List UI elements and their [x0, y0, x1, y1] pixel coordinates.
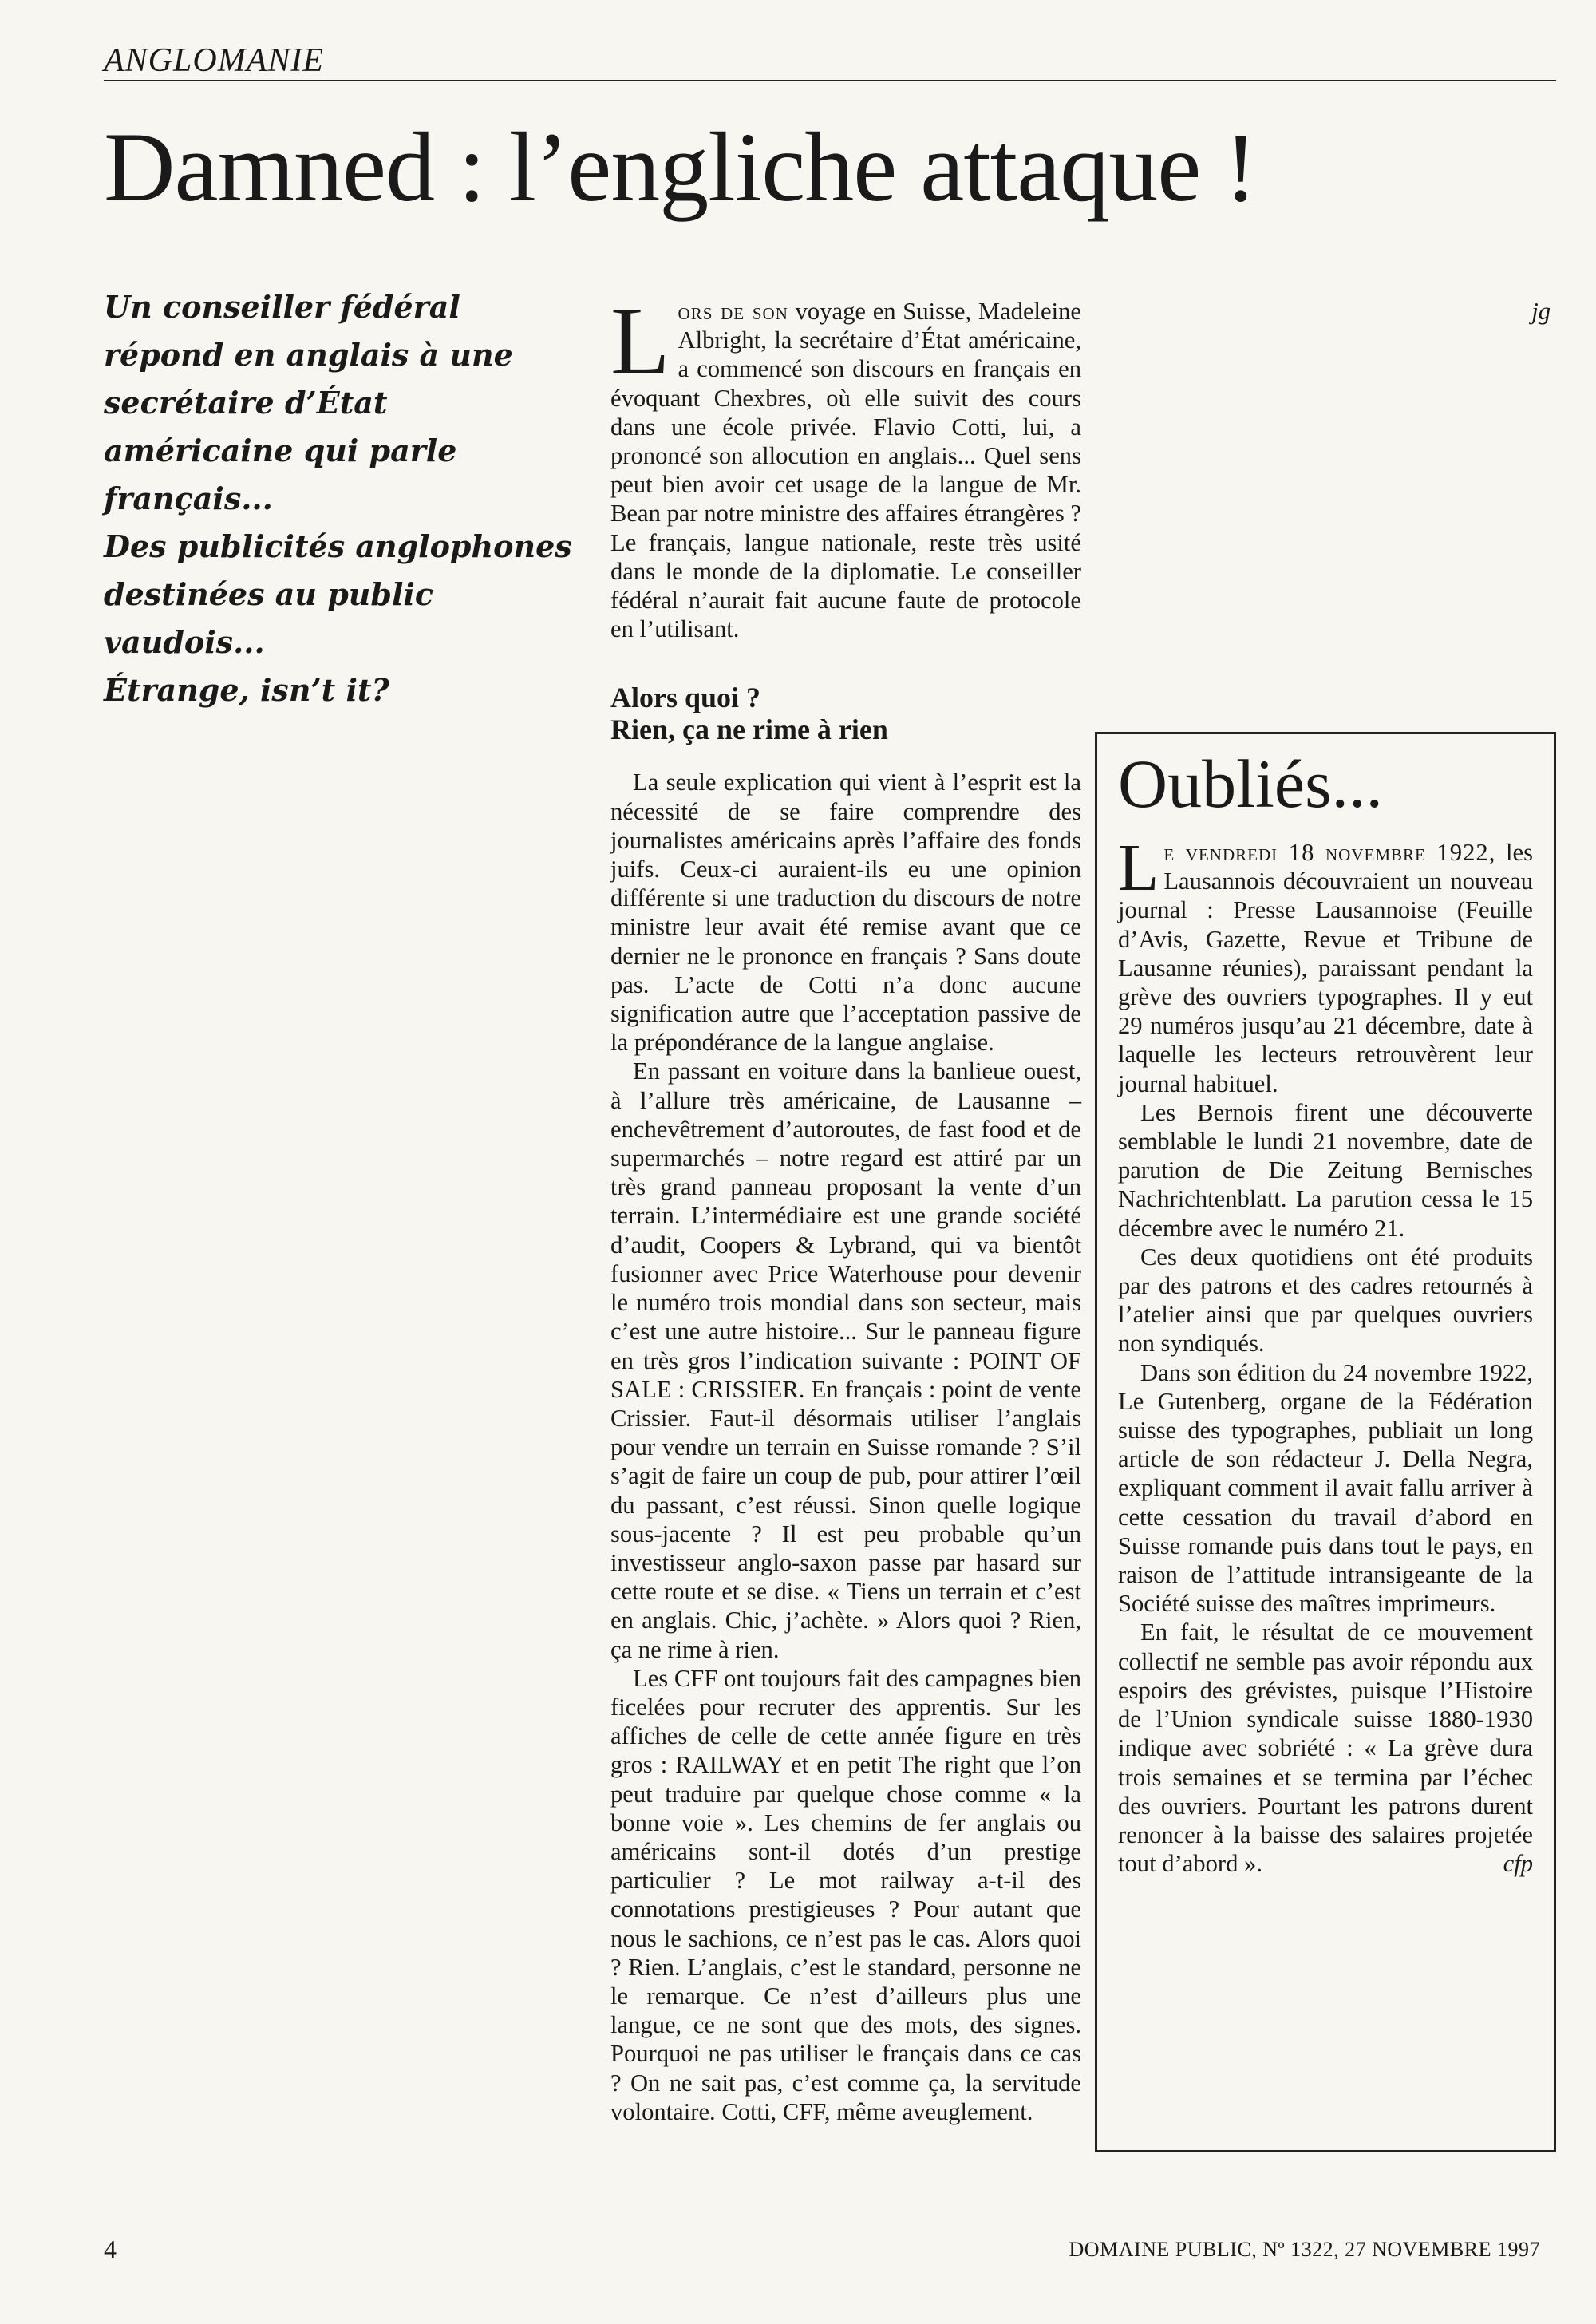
section-rubric: ANGLOMANIE: [104, 42, 324, 79]
lead-smallcaps: ors de son: [678, 298, 788, 325]
subheading-line: Alors quoi ?: [610, 682, 761, 714]
article-paragraph: [610, 287, 1082, 643]
paragraph-text: les Lausannois découvraient un nouveau journal : Presse Lausannoise (Feuille d’Avis, Gazette, Revue et Tribune de Lausanne réunies), paraissant pendant la grève des ouvriers typographes. Il y eut 29 numéros jusqu’au 21 décembre, date à laquelle les lecteurs retrouvèrent leur journal habituel.: [1118, 839, 1533, 1097]
sidebar-paragraph: Ces deux quotidiens ont été produits par des patrons et des cadres retournés à l’atelier ainsi que par quelques ouvriers non syndiqués.: [1118, 1243, 1533, 1358]
lead-smallcaps: e vendredi 18 novembre 1922,: [1163, 839, 1496, 866]
headline: Damned : l’engliche attaque !: [104, 113, 1257, 222]
standfirst-line: Un conseiller fédéral répond en anglais à une secrétaire d’État américaine qui parle français...: [104, 289, 513, 516]
paragraph-text: En fait, le résultat de ce mouvement collectif ne semble pas avoir répondu aux espoirs des grévistes, puisque l’Histoire de l’Union syndicale suisse 1880-1930 indique avec sobriété : « La grève dura trois semaines et se termina par l’échec des ouvriers. Pourtant les patrons durent renoncer à la baisse des salaires projetée tout d’abord ».: [1118, 1618, 1533, 1878]
paragraph-text: voyage en Suisse, Madeleine Albright, la secrétaire d’État américaine, a commencé son discours en français en évoquant Chexbres, où elle suivit des cours dans une école privée. Flavio Cotti, lui, a prononcé son allocution en anglais... Quel sens peut bien avoir cet usage de la langue de Mr. Bean par notre ministre des affaires étrangères ? Le français, langue nationale, reste très usité dans le monde de la diplomatie. Le conseiller fédéral n’aurait fait aucune faute de protocole en l’utilisant.: [610, 298, 1082, 643]
sidebar-paragraph: Dans son édition du 24 novembre 1922, Le Gutenberg, organe de la Fédération suisse des typographes, publiait un long article de son rédacteur J. Della Negra, expliquant comment il avait fallu arriver à cette cessation du travail d’abord en Suisse romande puis dans tout le pays, en raison de l’attitude intransigeante de la Société suisse des maîtres imprimeurs.: [1118, 1358, 1533, 1618]
sidebar-paragraph: Les Bernois firent une découverte semblable le lundi 21 novembre, date de parution de Die Zeitung Bernisches Nachrichtenblatt. La parution cessa le 15 décembre avec le numéro 21.: [1118, 1098, 1533, 1242]
author-signature: jg: [1531, 298, 1551, 325]
standfirst: [104, 283, 583, 714]
header-rule: [104, 80, 1556, 81]
page-number: 4: [104, 2235, 117, 2263]
standfirst-line: Étrange, isn’t it?: [104, 672, 389, 708]
publication-info: DOMAINE PUBLIC, Nº 1322, 27 NOVEMBRE 1997: [1069, 2238, 1540, 2261]
sidebar-paragraph: [1118, 1618, 1533, 1878]
article-column-1: [610, 287, 1082, 2126]
article-paragraph: La seule explication qui vient à l’esprit est la nécessité de se faire comprendre des journalistes américains après l’affaire des fonds juifs. Ceux-ci auraient-ils eu une opinion différente si une traduction du discours de notre ministre leur avait été remise avant que ce dernier ne le prononce en français ? Sans doute pas. L’acte de Cotti n’a donc aucune signification autre que l’acceptation passive de la prépondérance de la langue anglaise.: [610, 769, 1081, 1057]
sidebar-signature: cfp: [1503, 1850, 1533, 1878]
article-paragraph: En passant en voiture dans la banlieue ouest, à l’allure très américaine, de Lausanne – enchevêtrement d’autoroutes, de fast food et de supermarchés – notre regard est attiré par un très grand panneau proposant la vente d’un terrain. L’intermédiaire est une grande société d’audit, Coopers & Lybrand, qui va bientôt fusionner avec Price Waterhouse pour devenir le numéro trois mondial dans son secteur, mais c’est une autre histoire... Sur le panneau figure en très gros l’indication suivante : POINT OF SALE : CRISSIER. En français : point de vente Crissier. Faut-il désormais utiliser l’anglais pour vendre un terrain en Suisse romande ? S’il s’agit de faire un coup de pub, pour attirer l’œil du passant, c’est réussi. Sinon quelle logique sous-jacente ? Il est peu probable qu’un investisseur anglo-saxon passe par hasard sur cette route et se dise. « Tiens un terrain et c’est en anglais. Chic, j’achète. » Alors quoi ? Rien, ça ne rime à rien.: [610, 1057, 1081, 1663]
subheading: [610, 682, 1081, 745]
drop-cap: L: [1118, 831, 1159, 905]
sidebar-paragraph: [1118, 831, 1533, 1098]
standfirst-line: Des publicités anglophones destinées au public vaudois...: [104, 528, 572, 660]
article-column-2: [1113, 297, 1551, 326]
subheading-line: Rien, ça ne rime à rien: [610, 713, 888, 746]
drop-cap: L: [610, 287, 670, 395]
article-paragraph: Les CFF ont toujours fait des campagnes bien ficelées pour recruter des apprentis. Sur les affiches de celle de cette année figure en très gros : RAILWAY et en petit The right que l’on peut traduire par quelque chose comme « la bonne voie ». Les chemins de fer anglais ou américains sont-il dotés d’un prestige particulier ? Le mot railway a-t-il des connotations prestigieuses ? Pour autant que nous le sachions, ce n’est pas le cas. Alors quoi ? Rien. L’anglais, c’est le standard, personne ne le remarque. Ce n’est d’ailleurs plus une langue, ce ne sont que des mots, des signes. Pourquoi ne pas utiliser le français dans ce cas ? On ne sait pas, c’est comme ça, la servitude volontaire. Cotti, CFF, même aveuglement.: [610, 1664, 1081, 2125]
sidebar-box: [1095, 732, 1556, 2152]
sidebar-title: Oubliés...: [1118, 745, 1384, 822]
